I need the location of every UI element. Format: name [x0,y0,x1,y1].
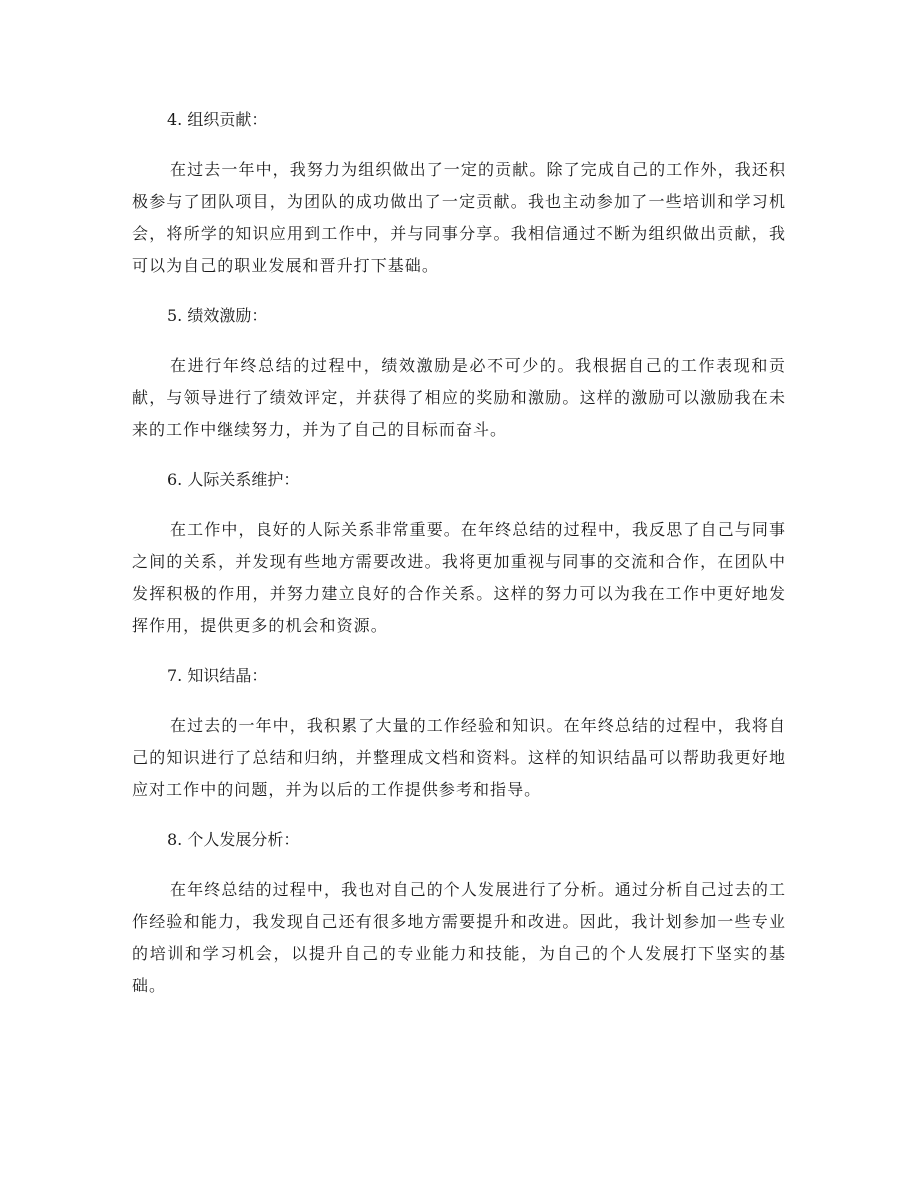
section-paragraph: 在年终总结的过程中，我也对自己的个人发展进行了分析。通过分析自己过去的工作经验和能力，我发现自己还有很多地方需要提升和改进。因此，我计划参加一些专业的培训和学习机会，以提升自己的专业能力和技能，为自己的个人发展打下坚实的基础。 [132,880,786,995]
section-interpersonal-relations [132,462,786,642]
document-body [132,102,786,1018]
section-organization-contribution [132,102,786,282]
section-heading: 6. 人际关系维护： [167,470,300,489]
section-heading: 8. 个人发展分析： [167,830,300,849]
section-personal-development [132,822,786,1002]
section-paragraph: 在进行年终总结的过程中，绩效激励是必不可少的。我根据自己的工作表现和贡献，与领导进行了绩效评定，并获得了相应的奖励和激励。这样的激励可以激励我在未来的工作中继续努力，并为了自己的目标而奋斗。 [132,356,786,439]
section-heading: 4. 组织贡献： [167,110,268,129]
section-heading: 5. 绩效激励： [167,306,268,325]
section-paragraph: 在过去一年中，我努力为组织做出了一定的贡献。除了完成自己的工作外，我还积极参与了团队项目，为团队的成功做出了一定贡献。我也主动参加了一些培训和学习机会，将所学的知识应用到工作中，并与同事分享。我相信通过不断为组织做出贡献，我可以为自己的职业发展和晋升打下基础。 [132,160,786,275]
section-knowledge-crystallization [132,658,786,806]
section-paragraph: 在工作中，良好的人际关系非常重要。在年终总结的过程中，我反思了自己与同事之间的关系，并发现有些地方需要改进。我将更加重视与同事的交流和合作，在团队中发挥积极的作用，并努力建立良好的合作关系。这样的努力可以为我在工作中更好地发挥作用，提供更多的机会和资源。 [132,520,786,635]
section-heading: 7. 知识结晶： [167,666,268,685]
section-performance-incentive [132,298,786,446]
section-paragraph: 在过去的一年中，我积累了大量的工作经验和知识。在年终总结的过程中，我将自己的知识进行了总结和归纳，并整理成文档和资料。这样的知识结晶可以帮助我更好地应对工作中的问题，并为以后的工作提供参考和指导。 [132,716,786,799]
